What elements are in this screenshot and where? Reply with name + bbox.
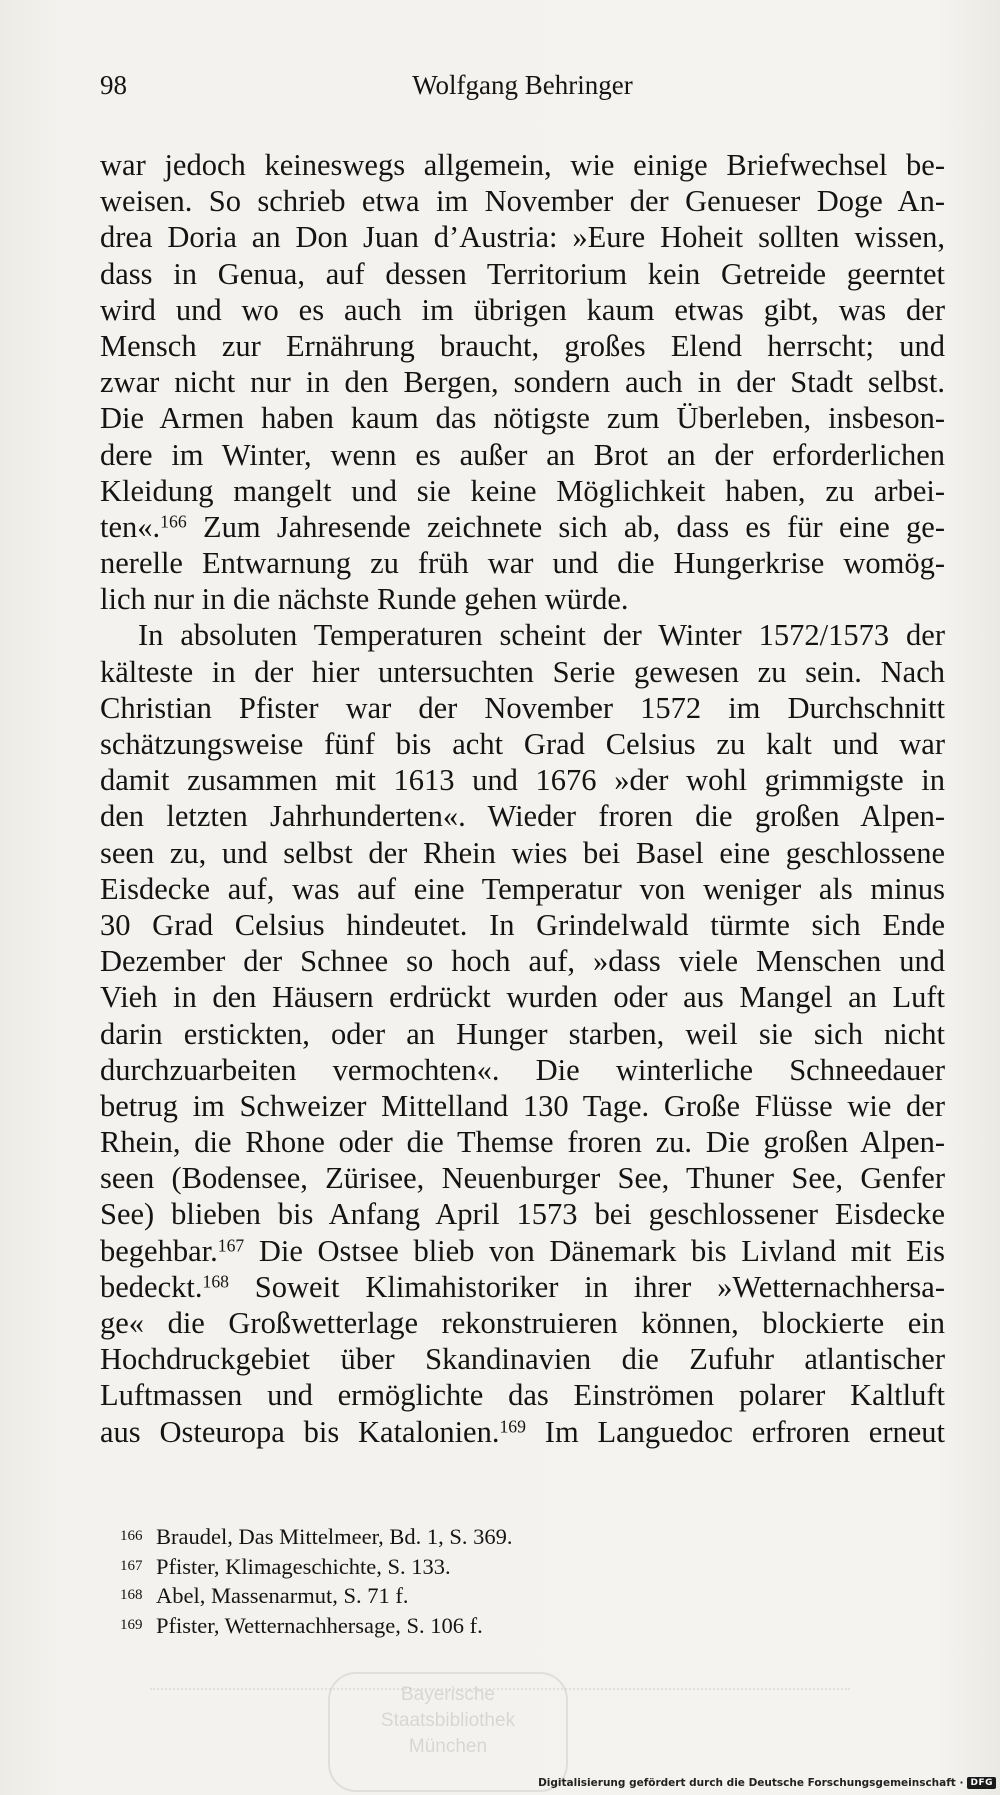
text-line: Vieh in den Häusern erdrückt wurden oder aus Mangel an Luft: [100, 980, 945, 1015]
text-line: 30 Grad Celsius hindeutet. In Grindelwald türmte sich Ende: [100, 907, 945, 942]
footnote-number: 168: [120, 1587, 143, 1603]
footnote-ref-169[interactable]: 169: [499, 1415, 526, 1436]
footnote-text: Pfister, Wetternachhersage, S. 106 f.: [156, 1612, 483, 1638]
text-line: Dezember der Schnee so hoch auf, »dass viele Menschen und: [100, 944, 945, 979]
text-line: Eisdecke auf, was auf eine Temperatur von weniger als minus: [100, 871, 945, 906]
footnote-number: 169: [120, 1616, 143, 1633]
text-line: lich nur in die nächste Runde gehen würde.: [100, 582, 629, 617]
text-line: dass in Genua, auf dessen Territorium kein Getreide geerntet: [100, 256, 945, 291]
text-line: wird und wo es auch im übrigen kaum etwas gibt, was der: [100, 292, 945, 327]
text-line: bedeckt.$^{168}$ Soweit Klimahistoriker in ihrer »Wetternachhersa-: [100, 1269, 945, 1304]
footnote-166: [120, 1522, 920, 1552]
footnote-ref-166[interactable]: 166: [160, 511, 187, 532]
text-line: nerelle Entwarnung zu früh war und die Hungerkrise womög-: [100, 546, 945, 581]
text-line: war jedoch keineswegs allgemein, wie einige Briefwechsel be-: [100, 148, 945, 182]
text-line: seen (Bodensee, Zürisee, Neuenburger See, Thuner See, Genfer: [100, 1161, 945, 1196]
text-line: drea Doria an Don Juan d’Austria: »Eure Hoheit sollten wissen,: [100, 220, 945, 255]
footnote-ref-167[interactable]: 167: [217, 1234, 245, 1255]
text-line: dere im Winter, wenn es außer an Brot an der erforderlichen: [100, 437, 945, 472]
text-line: damit zusammen mit 1613 und 1676 »der wohl grimmigste in: [100, 763, 945, 798]
footnote-text: Pfister, Klimageschichte, S. 133.: [156, 1553, 451, 1579]
footnotes: [120, 1522, 920, 1640]
dfg-logo-icon: DFG: [967, 1777, 996, 1789]
text-line: Christian Pfister war der November 1572 im Durchschnitt: [100, 690, 945, 725]
text-line: kälteste in der hier untersuchten Serie gewesen zu sein. Nach: [100, 654, 945, 689]
text-line: durchzuarbeiten vermochten«. Die winterliche Schneedauer: [100, 1052, 945, 1087]
footnote-169: [120, 1611, 920, 1641]
text-line: See) blieben bis Anfang April 1573 bei geschlossener Eisdecke: [100, 1197, 945, 1232]
footnote-text: Abel, Massenarmut, S. 71 f.: [156, 1583, 409, 1608]
text-line: seen zu, und selbst der Rhein wies bei Basel eine geschlossene: [100, 835, 945, 870]
text-line: Hochdruckgebiet über Skandinavien die Zufuhr atlantischer: [100, 1342, 945, 1377]
footnote-167: [120, 1552, 920, 1582]
text-line: weisen. So schrieb etwa im November der Genueser Doge An-: [100, 184, 945, 219]
page-number: 98: [100, 70, 127, 100]
text-line: schätzungsweise fünf bis acht Grad Celsius zu kalt und war: [100, 727, 945, 761]
text-line: Rhein, die Rhone oder die Themse froren zu. Die großen Alpen-: [100, 1125, 945, 1160]
text-line: ten«.$^{166}$ Zum Jahresende zeichnete sich ab, dass es für eine ge-: [100, 509, 945, 544]
running-head-author: Wolfgang Behringer: [412, 70, 633, 100]
credit-text: Digitalisierung gefördert durch die Deutsche Forschungsgemeinschaft ·: [538, 1777, 964, 1789]
text-line: Kleidung mangelt und sie keine Möglichkeit haben, zu arbei-: [100, 473, 945, 508]
footnote-168: [120, 1581, 920, 1611]
footnote-number: 167: [120, 1557, 143, 1574]
text-line: ge« die Großwetterlage rekonstruieren können, blockierte ein: [100, 1306, 945, 1340]
footnote-ref-168[interactable]: 168: [202, 1271, 229, 1292]
text-line: Die Armen haben kaum das nötigste zum Überleben, insbeson-: [100, 401, 945, 436]
text-line: darin erstickten, oder an Hunger starben, weil sie sich nicht: [100, 1016, 945, 1051]
text-line: begehbar.$^{167}$ Die Ostsee blieb von Dänemark bis Livland mit Eis: [100, 1233, 945, 1268]
text-line: betrug im Schweizer Mittelland 130 Tage. Große Flüsse wie der: [100, 1088, 945, 1123]
footnote-number: 166: [120, 1528, 143, 1544]
text-line: Mensch zur Ernährung braucht, großes Elend herrscht; und: [100, 328, 945, 363]
running-head: [100, 70, 945, 110]
body-text: [100, 147, 945, 1450]
text-line: In absoluten Temperaturen scheint der Winter 1572/1573 der: [138, 618, 945, 653]
text-line: den letzten Jahrhunderten«. Wieder froren die großen Alpen-: [100, 799, 945, 834]
text-line: Luftmassen und ermöglichte das Einströmen polarer Kaltluft: [100, 1378, 945, 1413]
footnote-text: Braudel, Das Mittelmeer, Bd. 1, S. 369.: [156, 1524, 513, 1549]
digitization-credit: [538, 1773, 996, 1793]
text-line: aus Osteuropa bis Katalonien.$^{169}$ Im Languedoc erfroren erneut: [100, 1414, 945, 1449]
text-line: zwar nicht nur in den Bergen, sondern auch in der Stadt selbst.: [100, 365, 945, 400]
library-stamp: Bayerische Staatsbibliothek München: [328, 1672, 568, 1792]
